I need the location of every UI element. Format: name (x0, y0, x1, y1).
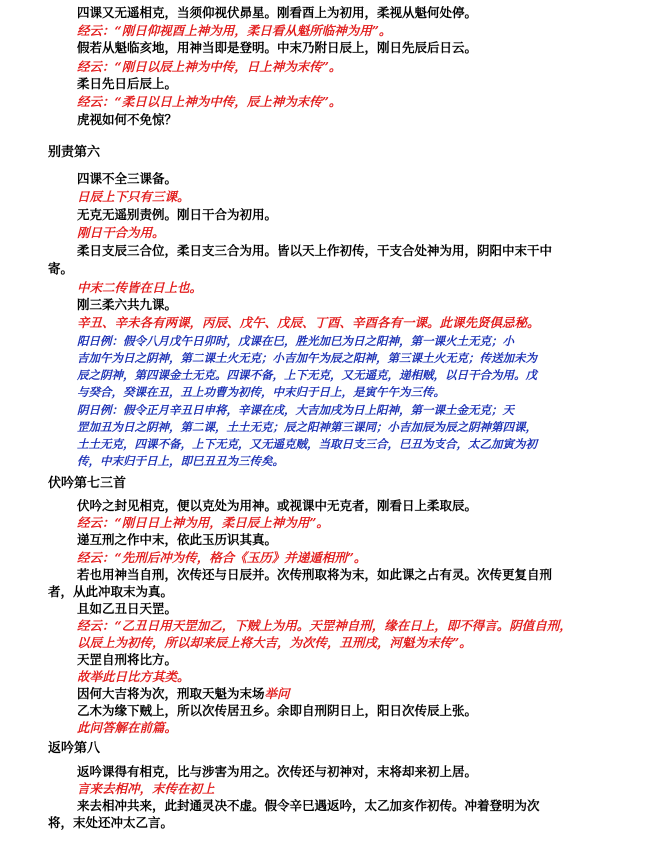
text-line-36: 故举此日比方其类。 (77, 668, 190, 684)
text-line-5: 经云：“柔日以日上神为中传，辰上神为末传”。 (77, 93, 342, 109)
text-line-3: 经云：“刚日以辰上神为中传，日上神为末传”。 (77, 58, 342, 74)
inline-note: 举问 (264, 685, 290, 701)
text-line-39: 此问答解在前篇。 (77, 720, 178, 736)
text-line-20: 与癸合，癸课在丑，丑上功曹为初传，中末归于日上，是寅午午为三传。 (77, 384, 445, 399)
text-line-13: 寄。 (48, 260, 74, 276)
text-line-4: 柔日先日后辰上。 (77, 75, 178, 91)
text-line-22: 罡加丑为日之阴神，第二课，土土无克；辰之阳神第三课同；小吉加辰为辰之阴神第四课， (77, 419, 537, 434)
text-line-11: 刚日干合为用。 (77, 224, 165, 240)
text-line-2: 假若从魁临亥地，用神当即是登明。中末乃附日辰上，刚日先辰后日云。 (77, 39, 478, 55)
text-line-40: 返吟第八 (48, 740, 101, 756)
text-line-37: 因何大吉将为次，刑取天魁为末场举问 (77, 685, 290, 701)
text-line-21: 阴日例：假令正月辛丑日申将，辛课在戌，大吉加戌为日上阳神，第一课土金无克；天 (77, 402, 514, 417)
text-line-16: 辛丑、辛未各有两课，丙辰、戊午、戊辰、丁酉、辛酉各有一课。此课先贤俱忌秘。 (77, 314, 540, 330)
text-line-43: 来去相冲共来，此封通灵决不虚。假令辛巳遇返吟，太乙加亥作初传。冲着登明为次 (77, 797, 540, 813)
text-line-27: 经云：“刚日日上神为用，柔日辰上神为用”。 (77, 515, 329, 531)
text-line-32: 且如乙丑日天罡。 (77, 600, 178, 616)
text-line-44: 将，末处还冲太乙言。 (48, 814, 174, 830)
text-line-41: 返吟课得有相克，比与涉害为用之。次传还与初神对，末将却来初上居。 (77, 763, 478, 779)
text-line-0: 四课又无遥相克，当须仰视伏昴星。刚看酉上为初用，柔视从魁何处停。 (77, 4, 478, 20)
text-line-34: 以辰上为初传，所以却来辰上将大吉，为次传，丑刑戌，河魁为末传”。 (77, 634, 472, 650)
text-line-9: 日辰上下只有三课。 (77, 188, 190, 204)
text-line-10: 无克无遥别责例。刚日干合为初用。 (77, 206, 278, 222)
text-line-30: 若也用神当自刑，次传还与日辰并。次传刑取将为末，如此课之占有灵。次传更复自刑 (77, 566, 553, 582)
text-line-24: 传，中末归于日上，即巳丑丑为三传矣。 (77, 453, 284, 468)
text-line-33: 经云：“乙丑日用天罡加乙，下贼上为用。天罡神自刑，缘在日上，即不得言。阴值自刑， (77, 617, 572, 633)
text-line-12: 柔日支辰三合位，柔日支三合为用。皆以天上作初传，干支合处神为用，阴阳中末干中 (77, 242, 553, 258)
text-line-15: 刚三柔六共九课。 (77, 296, 178, 312)
text-line-19: 辰之阴神，第四课金土无克。四课不备，上下无克，又无遥克，递相贼，以日干合为用。戊 (77, 367, 537, 382)
text-line-26: 伏吟之封见相克，便以克处为用神。或视课中无克者，刚看日上柔取辰。 (77, 498, 478, 514)
text-line-25: 伏吟第七三首 (48, 475, 127, 491)
text-line-18: 吉加午为日之阴神，第二课土火无克；小吉加午为辰之阳神，第三课土火无克；传送加未为 (77, 350, 537, 365)
text-line-6: 虎视如何不免惊？ (77, 111, 178, 127)
text-line-8: 四课不全三课备。 (77, 170, 178, 186)
text-line-35: 天罡自刑将比方。 (77, 651, 178, 667)
text-line-42: 言来去相冲，末传在初上 (77, 780, 215, 796)
text-line-17: 阳日例：假令八月戊午日卯时，戊课在巳，胜光加巳为日之阳神，第一课火土无克；小 (77, 333, 514, 348)
text-line-38: 乙木为缘下贼上，所以次传居丑乡。余即自刑阴日上，阳日次传辰上张。 (77, 703, 478, 719)
text-line-29: 经云：“先刑后冲为传，格合《玉历》并递遁相刑”。 (77, 549, 367, 565)
text-line-1: 经云：“刚日仰视酉上神为用，柔日看从魁所临神为用”。 (77, 22, 392, 38)
text-line-28: 递互刑之作中末，依此玉历识其真。 (77, 532, 278, 548)
text-line-14: 中末二传皆在日上也。 (77, 279, 203, 295)
text-line-7: 别责第六 (48, 144, 101, 160)
text-line-31: 者，从此冲取末为真。 (48, 583, 174, 599)
text-line-23: 土土无克，四课不备，上下无克，又无遥克贼，当取日支三合，巳丑为支合，太乙加寅为初 (77, 436, 537, 451)
